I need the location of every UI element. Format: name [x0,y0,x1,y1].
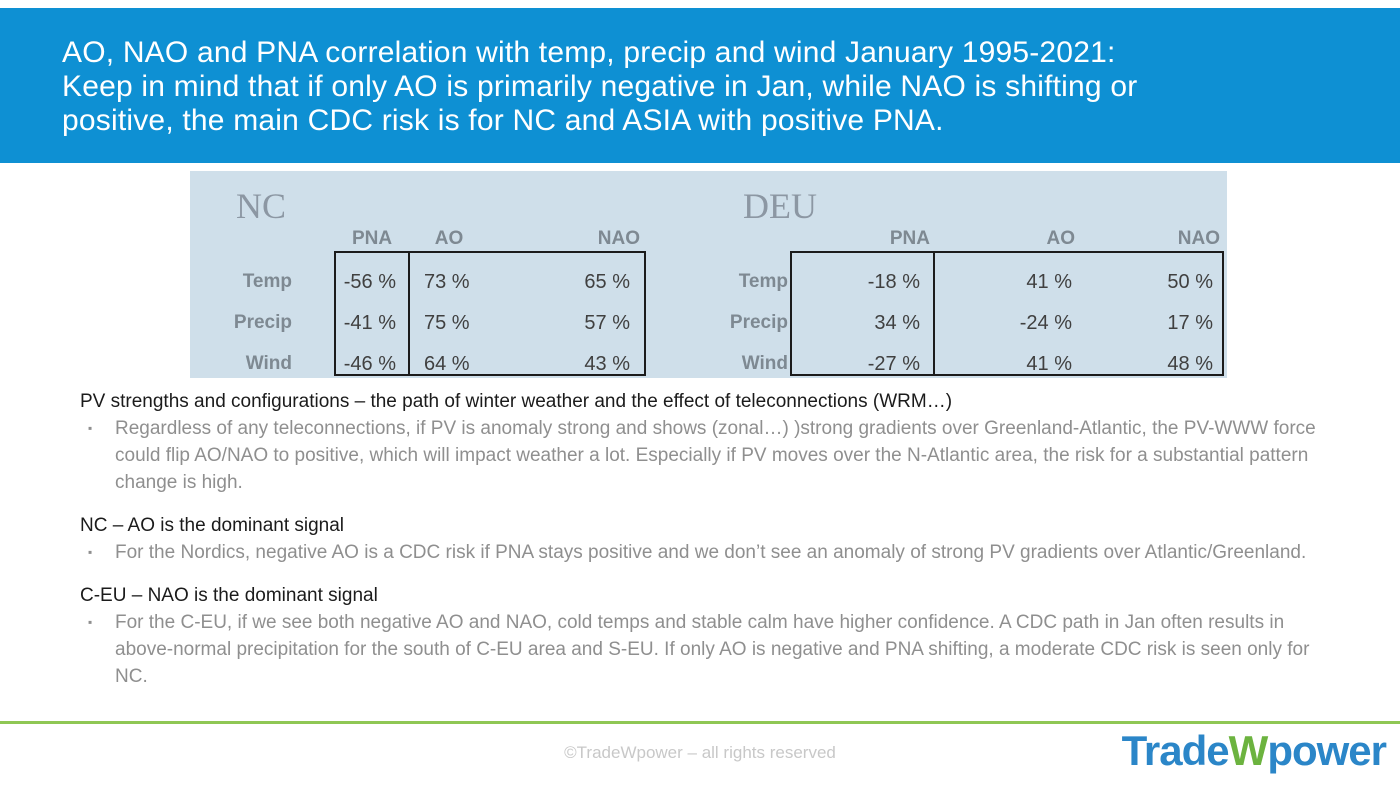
nc-value-wind-nao: 43 % [584,353,630,375]
title-banner [0,8,1400,163]
section-ceu-bullet-text: For the C-EU, if we see both negative AO and NAO, cold temps and stable calm have higher confidence. A CDC path in Jan often results in above-normal precipitation for the south of C-EU area and S-EU. If only AO is negative and PNA shifting, a moderate CDC risk is seen only for NC. [115,612,1310,687]
section-nc [80,512,1332,566]
nc-value-temp-pna: -56 % [343,271,396,293]
deu-row-label-temp: Temp [738,271,788,292]
deu-value-wind-ao: 41 % [1026,353,1072,375]
nc-row-label-precip: Precip [233,312,292,333]
deu-row-label-precip: Precip [729,312,788,333]
section-pv-heading: PV strengths and configurations – the path of winter weather and the effect of teleconnections (WRM…) [80,391,953,412]
nc-value-precip-pna: -41 % [343,312,396,334]
correlation-panel [190,171,1227,378]
nc-row-label-wind: Wind [245,353,292,374]
body-text [80,388,1332,690]
logo-text-power: power [1267,727,1386,774]
bullet-icon: ▪ [88,421,93,435]
section-pv-bullet-text: Regardless of any teleconnections, if PV is anomaly strong and shows (zonal…) )strong gradients over Greenland-Atlantic, the PV-WWW force could flip AO/NAO to positive, which will impact weather a lot. Especially if PV moves over the N-Atlantic area, the risk for a substantial pattern change is high. [115,418,1316,493]
deu-value-precip-pna: 34 % [874,312,920,334]
list-item [80,415,1332,496]
section-pv [80,388,1332,496]
logo-w-icon: W [1228,727,1268,774]
section-ceu-heading: C-EU – NAO is the dominant signal [80,585,378,606]
nc-value-precip-nao: 57 % [584,312,630,334]
deu-value-temp-ao: 41 % [1026,271,1072,293]
deu-region-label: DEU [743,186,817,226]
nc-value-wind-pna: -46 % [343,353,396,375]
list-item [80,609,1332,690]
deu-col-header-pna: PNA [889,228,930,249]
nc-value-wind-ao: 64 % [424,353,470,375]
deu-col-header-ao: AO [1046,228,1075,249]
nc-col-header-ao: AO [434,228,464,249]
nc-col-header-pna: PNA [351,228,393,249]
deu-value-wind-nao: 48 % [1167,353,1213,375]
copyright-text: ©TradeWpower – all rights reserved [564,743,836,762]
bullet-icon: ▪ [88,545,93,559]
deu-value-temp-pna: -18 % [867,271,920,293]
deu-value-precip-ao: -24 % [1019,312,1072,334]
deu-value-temp-nao: 50 % [1167,271,1213,293]
footer-divider [0,721,1400,724]
section-nc-bullet-text: For the Nordics, negative AO is a CDC risk if PNA stays positive and we don’t see an anomaly of strong PV gradients over Atlantic/Greenland. [115,542,1307,563]
nc-row-label-temp: Temp [242,271,292,292]
nc-value-temp-nao: 65 % [584,271,630,293]
list-item [80,539,1332,566]
nc-region-label: NC [236,186,287,226]
slide-title [62,36,1137,138]
logo-text-trade: Trade [1121,727,1229,774]
deu-value-precip-nao: 17 % [1167,312,1213,334]
nc-value-precip-ao: 75 % [424,312,470,334]
deu-row-label-wind: Wind [741,353,788,374]
slide-title-line-1: AO, NAO and PNA correlation with temp, precip and wind January 1995-2021: [62,36,1116,69]
section-nc-heading: NC – AO is the dominant signal [80,515,345,536]
slide-title-line-2: Keep in mind that if only AO is primarily negative in Jan, while NAO is shifting or [62,70,1138,103]
deu-value-wind-pna: -27 % [867,353,920,375]
bullet-icon: ▪ [88,615,93,629]
deu-col-header-nao: NAO [1177,228,1220,249]
nc-value-temp-ao: 73 % [424,271,470,293]
nc-col-header-nao: NAO [597,228,640,249]
section-ceu [80,582,1332,690]
slide-title-line-3: positive, the main CDC risk is for NC and ASIA with positive PNA. [62,104,944,137]
tradewpower-logo [1122,727,1386,775]
